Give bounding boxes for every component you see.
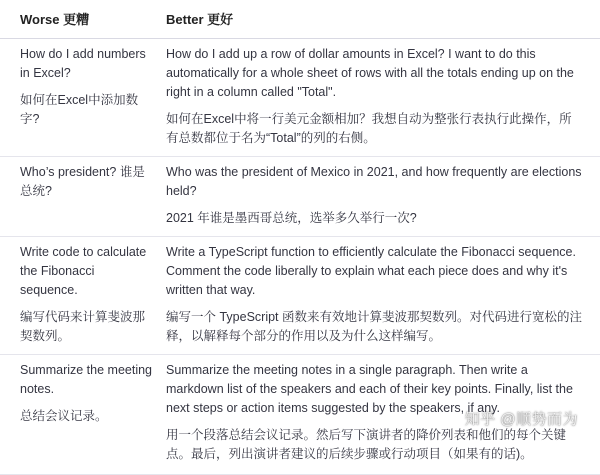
table-row xyxy=(0,156,600,236)
better-text-en: Who was the president of Mexico in 2021, and how frequently are elections held? xyxy=(166,164,582,198)
header-worse: Worse 更糟 xyxy=(0,0,160,38)
worse-text-en: Who’s president? 谁是总统? xyxy=(20,164,145,198)
worse-cell xyxy=(0,236,160,354)
table-row xyxy=(0,38,600,156)
worse-cell xyxy=(0,354,160,474)
header-better: Better 更好 xyxy=(160,0,600,38)
better-text-en: How do I add up a row of dollar amounts in Excel? I want to do this automatically for a whole sheet of rows with all the totals ending up on the right in a column called "Total". xyxy=(166,46,574,99)
worse-text-en: How do I add numbers in Excel? xyxy=(20,46,146,80)
worse-text-zh: 总结会议记录。 xyxy=(20,408,108,423)
worse-cell xyxy=(0,38,160,156)
better-text-zh: 2021 年谁是墨西哥总统，选举多久举行一次? xyxy=(166,210,417,225)
better-cell xyxy=(160,236,600,354)
table-row xyxy=(0,236,600,354)
worse-text-zh: 如何在Excel中添加数字? xyxy=(20,92,139,126)
better-text-en: Write a TypeScript function to efficiently calculate the Fibonacci sequence. Comment the code liberally to explain what each piece does and why it's written that way. xyxy=(166,244,576,297)
worse-text-en: Write code to calculate the Fibonacci sequence. xyxy=(20,244,147,297)
better-text-zh: 如何在Excel中将一行美元金额相加？我想自动为整张行表执行此操作，所有总数都位于名为“Total”的列的右侧。 xyxy=(166,111,572,145)
worse-text-zh: 编写代码来计算斐波那契数列。 xyxy=(20,309,146,343)
table-header-row xyxy=(0,0,600,38)
better-cell xyxy=(160,156,600,236)
better-text-en: Summarize the meeting notes in a single paragraph. Then write a markdown list of the speakers and each of their key points. Finally, list the next steps or action items suggested by the speakers, if any. xyxy=(166,362,573,415)
better-text-zh: 编写一个 TypeScript 函数来有效地计算斐波那契数列。对代码进行宽松的注释，以解释每个部分的作用以及为什么这样编写。 xyxy=(166,309,582,343)
worse-text-en: Summarize the meeting notes. xyxy=(20,362,153,396)
better-text-zh: 用一个段落总结会议记录。然后写下演讲者的降价列表和他们的每个关键点。最后，列出演讲者建议的后续步骤或行动项目（如果有的话)。 xyxy=(166,427,567,461)
better-cell xyxy=(160,38,600,156)
watermark: 知乎 @顺势而为 xyxy=(464,411,578,428)
worse-cell xyxy=(0,156,160,236)
